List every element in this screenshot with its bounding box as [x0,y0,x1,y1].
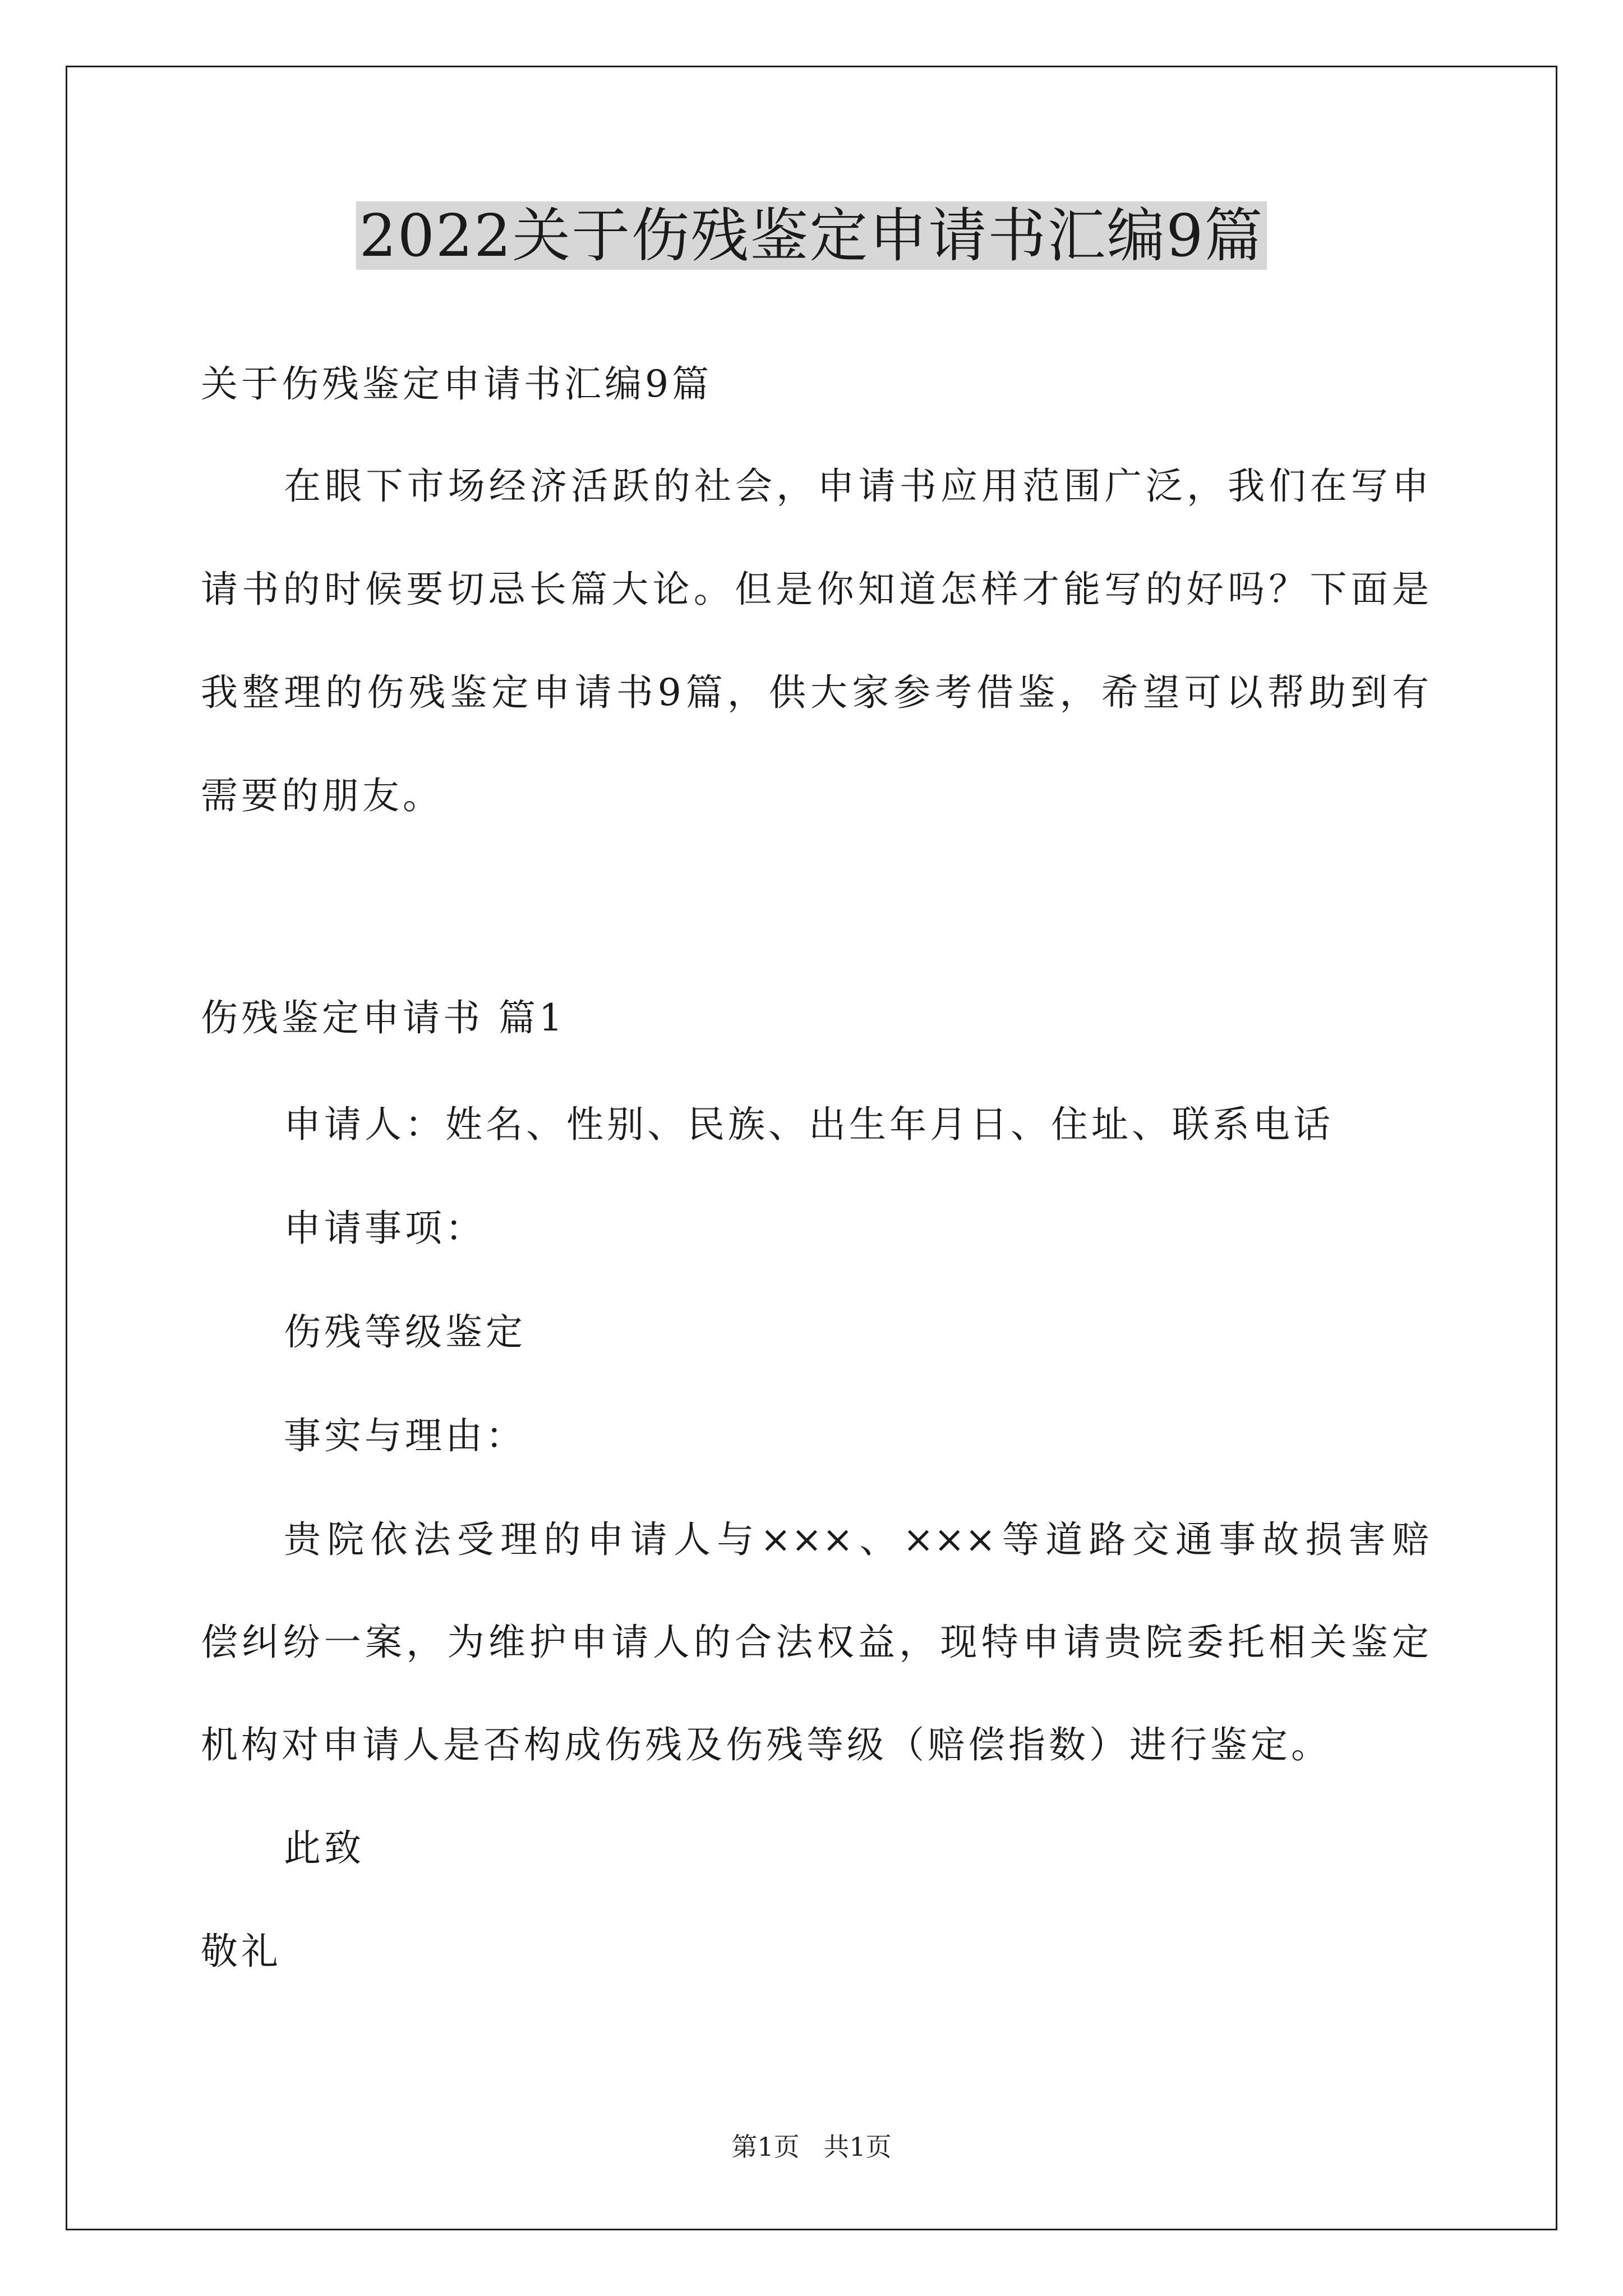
document-title [0,196,1623,275]
document-subtitle: 关于伤残鉴定申请书汇编9篇 [201,362,712,406]
request-label: 申请事项： [284,1207,486,1250]
section-heading: 伤残鉴定申请书 篇1 [201,996,566,1039]
intro-line-4: 需要的朋友。 [201,774,443,817]
request-item: 伤残等级鉴定 [284,1310,526,1354]
facts-label: 事实与理由： [284,1414,526,1457]
intro-line-3: 我整理的伤残鉴定申请书9篇，供大家参考借鉴，希望可以帮助到有 [201,671,1429,714]
closing-salutation: 此致 [284,1826,365,1870]
page-footer [0,2130,1623,2164]
page-current: 第1页 [731,2132,800,2162]
intro-line-1: 在眼下市场经济活跃的社会，申请书应用范围广泛，我们在写申 [284,464,1429,508]
intro-line-2: 请书的时候要切忌长篇大论。但是你知道怎样才能写的好吗？下面是 [201,568,1429,611]
closing-regards: 敬礼 [201,1930,282,1973]
facts-line-3: 机构对申请人是否构成伤残及伤残等级（赔偿指数）进行鉴定。 [201,1723,1331,1766]
page-total: 共1页 [823,2132,892,2162]
document-title-text: 2022关于伤残鉴定申请书汇编9篇 [356,201,1267,270]
applicant-line: 申请人：姓名、性别、民族、出生年月日、住址、联系电话 [284,1103,1334,1146]
facts-line-1: 贵院依法受理的申请人与×××、×××等道路交通事故损害赔 [284,1518,1429,1561]
facts-line-2: 偿纠纷一案，为维护申请人的合法权益，现特申请贵院委托相关鉴定 [201,1621,1429,1664]
